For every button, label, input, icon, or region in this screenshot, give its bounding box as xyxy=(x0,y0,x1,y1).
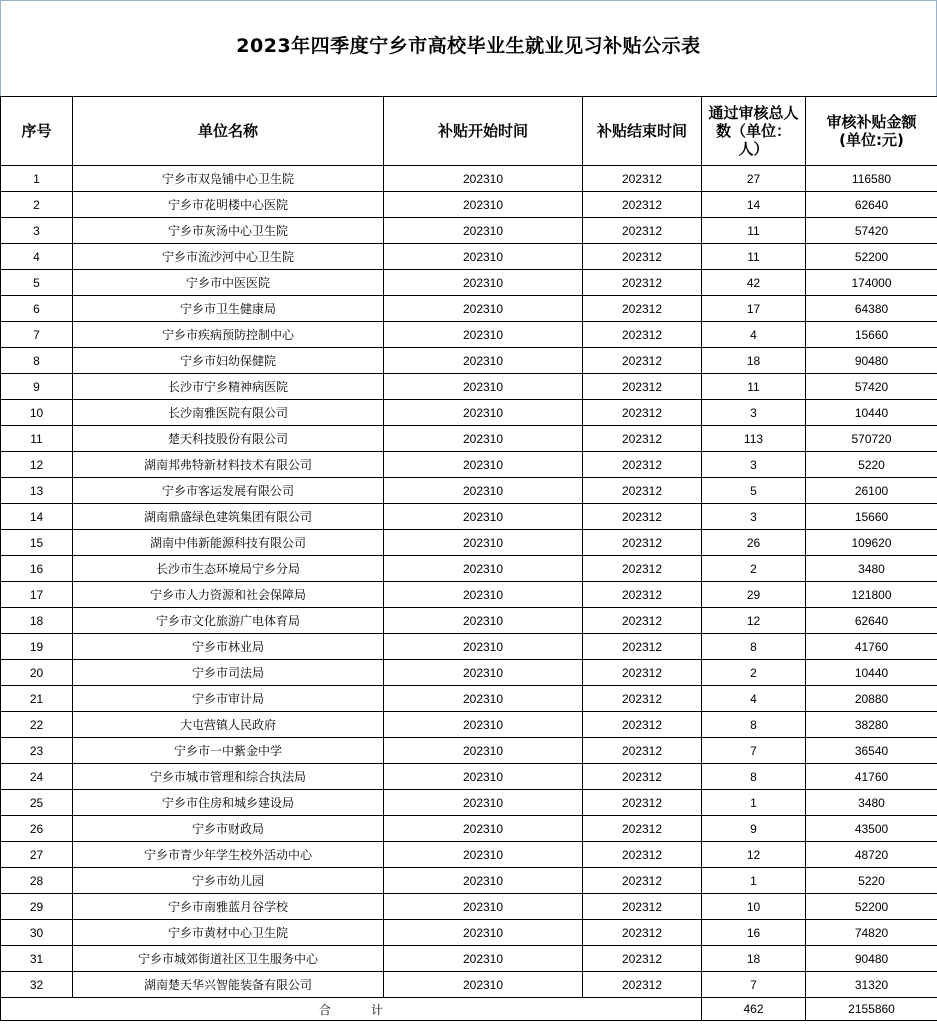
row-end-date: 202312 xyxy=(583,946,702,972)
row-unit-name: 宁乡市人力资源和社会保障局 xyxy=(73,582,384,608)
row-amount: 10440 xyxy=(806,400,937,426)
table-row xyxy=(1,504,937,530)
row-count: 7 xyxy=(702,972,806,998)
row-index: 10 xyxy=(1,400,73,426)
row-start-date: 202310 xyxy=(384,530,583,556)
row-count: 18 xyxy=(702,946,806,972)
table-row xyxy=(1,660,937,686)
row-index: 27 xyxy=(1,842,73,868)
row-index: 9 xyxy=(1,374,73,400)
row-unit-name: 湖南中伟新能源科技有限公司 xyxy=(73,530,384,556)
row-start-date: 202310 xyxy=(384,842,583,868)
row-end-date: 202312 xyxy=(583,868,702,894)
row-count: 4 xyxy=(702,686,806,712)
row-count: 12 xyxy=(702,842,806,868)
row-unit-name: 宁乡市客运发展有限公司 xyxy=(73,478,384,504)
row-amount: 74820 xyxy=(806,920,937,946)
row-index: 3 xyxy=(1,218,73,244)
row-index: 11 xyxy=(1,426,73,452)
total-amount: 2155860 xyxy=(806,998,937,1021)
row-end-date: 202312 xyxy=(583,322,702,348)
table-row xyxy=(1,348,937,374)
row-unit-name: 长沙市宁乡精神病医院 xyxy=(73,374,384,400)
row-end-date: 202312 xyxy=(583,920,702,946)
row-count: 10 xyxy=(702,894,806,920)
row-index: 26 xyxy=(1,816,73,842)
row-amount: 174000 xyxy=(806,270,937,296)
row-unit-name: 宁乡市黄材中心卫生院 xyxy=(73,920,384,946)
table-row xyxy=(1,790,937,816)
row-unit-name: 宁乡市双凫铺中心卫生院 xyxy=(73,166,384,192)
row-count: 11 xyxy=(702,244,806,270)
row-index: 1 xyxy=(1,166,73,192)
row-index: 8 xyxy=(1,348,73,374)
row-start-date: 202310 xyxy=(384,400,583,426)
header-amount: 审核补贴金额(单位:元) xyxy=(806,97,937,166)
row-amount: 10440 xyxy=(806,660,937,686)
row-count: 113 xyxy=(702,426,806,452)
table-row xyxy=(1,218,937,244)
row-start-date: 202310 xyxy=(384,426,583,452)
row-unit-name: 宁乡市南雅蓝月谷学校 xyxy=(73,894,384,920)
row-start-date: 202310 xyxy=(384,790,583,816)
row-index: 24 xyxy=(1,764,73,790)
row-count: 8 xyxy=(702,634,806,660)
row-end-date: 202312 xyxy=(583,296,702,322)
row-index: 28 xyxy=(1,868,73,894)
row-amount: 121800 xyxy=(806,582,937,608)
title-box xyxy=(0,0,937,96)
row-index: 30 xyxy=(1,920,73,946)
row-index: 13 xyxy=(1,478,73,504)
row-end-date: 202312 xyxy=(583,660,702,686)
row-unit-name: 宁乡市流沙河中心卫生院 xyxy=(73,244,384,270)
row-unit-name: 宁乡市中医医院 xyxy=(73,270,384,296)
row-start-date: 202310 xyxy=(384,348,583,374)
row-start-date: 202310 xyxy=(384,452,583,478)
row-unit-name: 宁乡市花明楼中心医院 xyxy=(73,192,384,218)
row-index: 25 xyxy=(1,790,73,816)
row-end-date: 202312 xyxy=(583,192,702,218)
row-amount: 570720 xyxy=(806,426,937,452)
row-count: 42 xyxy=(702,270,806,296)
table-row xyxy=(1,270,937,296)
row-unit-name: 宁乡市司法局 xyxy=(73,660,384,686)
row-index: 29 xyxy=(1,894,73,920)
header-index: 序号 xyxy=(1,97,73,166)
row-end-date: 202312 xyxy=(583,686,702,712)
row-start-date: 202310 xyxy=(384,166,583,192)
row-unit-name: 湖南邦弗特新材料技术有限公司 xyxy=(73,452,384,478)
row-count: 2 xyxy=(702,556,806,582)
row-start-date: 202310 xyxy=(384,920,583,946)
row-amount: 116580 xyxy=(806,166,937,192)
row-index: 2 xyxy=(1,192,73,218)
row-amount: 52200 xyxy=(806,894,937,920)
row-count: 1 xyxy=(702,790,806,816)
row-start-date: 202310 xyxy=(384,894,583,920)
table-row xyxy=(1,920,937,946)
row-amount: 62640 xyxy=(806,192,937,218)
table-row xyxy=(1,608,937,634)
row-count: 7 xyxy=(702,738,806,764)
table-row xyxy=(1,712,937,738)
row-start-date: 202310 xyxy=(384,582,583,608)
total-label: 合计 xyxy=(1,998,702,1021)
row-amount: 26100 xyxy=(806,478,937,504)
row-index: 4 xyxy=(1,244,73,270)
row-end-date: 202312 xyxy=(583,634,702,660)
row-end-date: 202312 xyxy=(583,816,702,842)
row-unit-name: 宁乡市妇幼保健院 xyxy=(73,348,384,374)
table-row xyxy=(1,244,937,270)
row-start-date: 202310 xyxy=(384,244,583,270)
row-count: 26 xyxy=(702,530,806,556)
row-index: 20 xyxy=(1,660,73,686)
table-row xyxy=(1,738,937,764)
row-count: 8 xyxy=(702,712,806,738)
table-row xyxy=(1,322,937,348)
row-index: 6 xyxy=(1,296,73,322)
row-unit-name: 湖南鼎盛绿色建筑集团有限公司 xyxy=(73,504,384,530)
row-amount: 57420 xyxy=(806,374,937,400)
row-amount: 109620 xyxy=(806,530,937,556)
row-end-date: 202312 xyxy=(583,244,702,270)
row-count: 12 xyxy=(702,608,806,634)
row-end-date: 202312 xyxy=(583,608,702,634)
row-count: 11 xyxy=(702,218,806,244)
row-amount: 15660 xyxy=(806,504,937,530)
row-start-date: 202310 xyxy=(384,816,583,842)
row-amount: 15660 xyxy=(806,322,937,348)
row-start-date: 202310 xyxy=(384,764,583,790)
table-row xyxy=(1,972,937,998)
table-body xyxy=(1,166,937,998)
row-count: 29 xyxy=(702,582,806,608)
row-start-date: 202310 xyxy=(384,322,583,348)
row-unit-name: 宁乡市疾病预防控制中心 xyxy=(73,322,384,348)
row-unit-name: 大屯营镇人民政府 xyxy=(73,712,384,738)
table-row xyxy=(1,400,937,426)
row-amount: 62640 xyxy=(806,608,937,634)
row-start-date: 202310 xyxy=(384,374,583,400)
table-row xyxy=(1,530,937,556)
row-count: 3 xyxy=(702,452,806,478)
row-unit-name: 楚天科技股份有限公司 xyxy=(73,426,384,452)
row-start-date: 202310 xyxy=(384,712,583,738)
table-row xyxy=(1,452,937,478)
table-row xyxy=(1,192,937,218)
row-count: 2 xyxy=(702,660,806,686)
row-amount: 57420 xyxy=(806,218,937,244)
row-unit-name: 长沙市生态环境局宁乡分局 xyxy=(73,556,384,582)
header-start: 补贴开始时间 xyxy=(384,97,583,166)
row-end-date: 202312 xyxy=(583,972,702,998)
row-index: 16 xyxy=(1,556,73,582)
row-end-date: 202312 xyxy=(583,764,702,790)
table-row xyxy=(1,946,937,972)
row-start-date: 202310 xyxy=(384,972,583,998)
row-unit-name: 宁乡市住房和城乡建设局 xyxy=(73,790,384,816)
row-end-date: 202312 xyxy=(583,348,702,374)
row-end-date: 202312 xyxy=(583,582,702,608)
table-row xyxy=(1,894,937,920)
row-unit-name: 宁乡市一中紫金中学 xyxy=(73,738,384,764)
table-row xyxy=(1,686,937,712)
row-start-date: 202310 xyxy=(384,504,583,530)
row-amount: 31320 xyxy=(806,972,937,998)
row-unit-name: 宁乡市幼儿园 xyxy=(73,868,384,894)
row-end-date: 202312 xyxy=(583,790,702,816)
row-count: 18 xyxy=(702,348,806,374)
row-count: 3 xyxy=(702,400,806,426)
row-end-date: 202312 xyxy=(583,556,702,582)
row-end-date: 202312 xyxy=(583,426,702,452)
row-end-date: 202312 xyxy=(583,218,702,244)
row-end-date: 202312 xyxy=(583,842,702,868)
row-amount: 64380 xyxy=(806,296,937,322)
page-title: 2023年四季度宁乡市高校毕业生就业见习补贴公示表 xyxy=(236,35,701,57)
row-start-date: 202310 xyxy=(384,192,583,218)
header-count: 通过审核总人数（单位：人） xyxy=(702,97,806,166)
table-row xyxy=(1,868,937,894)
row-index: 18 xyxy=(1,608,73,634)
row-count: 16 xyxy=(702,920,806,946)
table-row xyxy=(1,374,937,400)
row-unit-name: 宁乡市林业局 xyxy=(73,634,384,660)
row-unit-name: 宁乡市城市管理和综合执法局 xyxy=(73,764,384,790)
row-end-date: 202312 xyxy=(583,400,702,426)
table-header-row xyxy=(1,97,937,166)
row-index: 7 xyxy=(1,322,73,348)
table-row xyxy=(1,556,937,582)
row-end-date: 202312 xyxy=(583,738,702,764)
row-start-date: 202310 xyxy=(384,270,583,296)
row-start-date: 202310 xyxy=(384,608,583,634)
row-index: 31 xyxy=(1,946,73,972)
row-unit-name: 宁乡市灰汤中心卫生院 xyxy=(73,218,384,244)
row-count: 1 xyxy=(702,868,806,894)
table-row xyxy=(1,764,937,790)
row-start-date: 202310 xyxy=(384,868,583,894)
row-index: 22 xyxy=(1,712,73,738)
row-amount: 41760 xyxy=(806,764,937,790)
row-index: 12 xyxy=(1,452,73,478)
row-amount: 90480 xyxy=(806,348,937,374)
row-index: 14 xyxy=(1,504,73,530)
row-end-date: 202312 xyxy=(583,530,702,556)
table-row xyxy=(1,816,937,842)
row-count: 11 xyxy=(702,374,806,400)
row-amount: 3480 xyxy=(806,790,937,816)
row-start-date: 202310 xyxy=(384,478,583,504)
header-unit: 单位名称 xyxy=(73,97,384,166)
table-row xyxy=(1,426,937,452)
row-start-date: 202310 xyxy=(384,946,583,972)
row-index: 32 xyxy=(1,972,73,998)
row-amount: 36540 xyxy=(806,738,937,764)
total-count: 462 xyxy=(702,998,806,1021)
row-index: 17 xyxy=(1,582,73,608)
row-end-date: 202312 xyxy=(583,894,702,920)
row-unit-name: 宁乡市城郊街道社区卫生服务中心 xyxy=(73,946,384,972)
table-row xyxy=(1,478,937,504)
row-amount: 5220 xyxy=(806,868,937,894)
row-end-date: 202312 xyxy=(583,478,702,504)
row-count: 4 xyxy=(702,322,806,348)
row-unit-name: 宁乡市青少年学生校外活动中心 xyxy=(73,842,384,868)
row-amount: 48720 xyxy=(806,842,937,868)
table-row xyxy=(1,582,937,608)
row-count: 9 xyxy=(702,816,806,842)
table-row xyxy=(1,634,937,660)
row-index: 15 xyxy=(1,530,73,556)
row-index: 21 xyxy=(1,686,73,712)
row-start-date: 202310 xyxy=(384,634,583,660)
row-amount: 43500 xyxy=(806,816,937,842)
row-end-date: 202312 xyxy=(583,374,702,400)
row-count: 17 xyxy=(702,296,806,322)
row-count: 8 xyxy=(702,764,806,790)
row-amount: 5220 xyxy=(806,452,937,478)
total-row xyxy=(1,998,937,1021)
row-start-date: 202310 xyxy=(384,738,583,764)
row-index: 5 xyxy=(1,270,73,296)
row-end-date: 202312 xyxy=(583,452,702,478)
row-count: 5 xyxy=(702,478,806,504)
row-start-date: 202310 xyxy=(384,660,583,686)
row-unit-name: 宁乡市文化旅游广电体育局 xyxy=(73,608,384,634)
row-unit-name: 宁乡市审计局 xyxy=(73,686,384,712)
row-end-date: 202312 xyxy=(583,712,702,738)
table-row xyxy=(1,842,937,868)
row-count: 27 xyxy=(702,166,806,192)
row-start-date: 202310 xyxy=(384,556,583,582)
row-amount: 41760 xyxy=(806,634,937,660)
row-unit-name: 长沙南雅医院有限公司 xyxy=(73,400,384,426)
row-start-date: 202310 xyxy=(384,686,583,712)
row-start-date: 202310 xyxy=(384,296,583,322)
row-index: 19 xyxy=(1,634,73,660)
row-end-date: 202312 xyxy=(583,166,702,192)
row-unit-name: 宁乡市财政局 xyxy=(73,816,384,842)
subsidy-table xyxy=(0,96,937,1021)
row-start-date: 202310 xyxy=(384,218,583,244)
row-index: 23 xyxy=(1,738,73,764)
header-end: 补贴结束时间 xyxy=(583,97,702,166)
row-unit-name: 宁乡市卫生健康局 xyxy=(73,296,384,322)
row-count: 3 xyxy=(702,504,806,530)
row-end-date: 202312 xyxy=(583,504,702,530)
row-amount: 52200 xyxy=(806,244,937,270)
row-amount: 38280 xyxy=(806,712,937,738)
table-row xyxy=(1,296,937,322)
row-amount: 90480 xyxy=(806,946,937,972)
table-row xyxy=(1,166,937,192)
row-count: 14 xyxy=(702,192,806,218)
row-amount: 20880 xyxy=(806,686,937,712)
row-amount: 3480 xyxy=(806,556,937,582)
row-unit-name: 湖南楚天华兴智能装备有限公司 xyxy=(73,972,384,998)
row-end-date: 202312 xyxy=(583,270,702,296)
